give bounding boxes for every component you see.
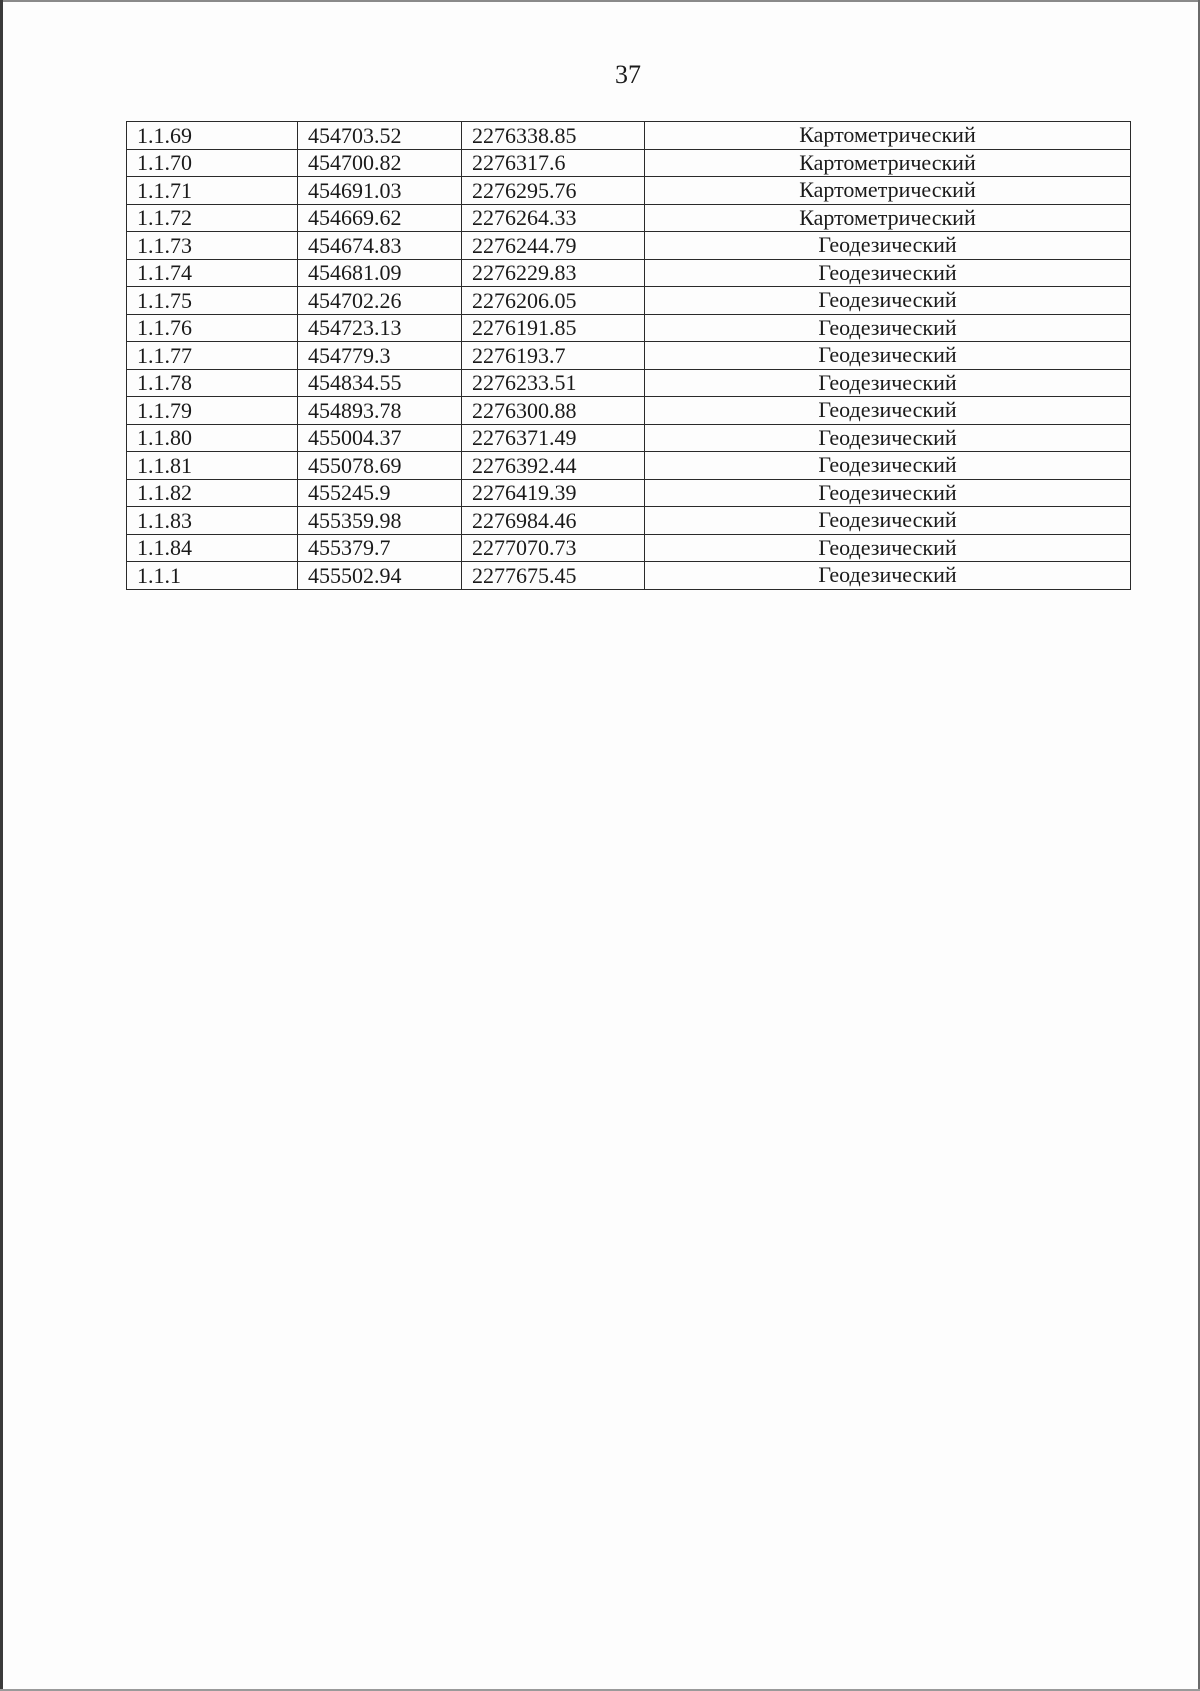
cell-point-number: 1.1.82 bbox=[127, 479, 298, 507]
table-row bbox=[127, 369, 1131, 397]
cell-method: Картометрический bbox=[645, 204, 1131, 232]
cell-point-number: 1.1.73 bbox=[127, 232, 298, 260]
table-row bbox=[127, 397, 1131, 425]
table-row bbox=[127, 259, 1131, 287]
table-row bbox=[127, 424, 1131, 452]
cell-method: Геодезический bbox=[645, 342, 1131, 370]
cell-method: Геодезический bbox=[645, 562, 1131, 590]
cell-y-coordinate: 2276191.85 bbox=[462, 314, 645, 342]
cell-point-number: 1.1.74 bbox=[127, 259, 298, 287]
cell-method: Геодезический bbox=[645, 397, 1131, 425]
cell-x-coordinate: 454702.26 bbox=[298, 287, 462, 315]
cell-y-coordinate: 2276338.85 bbox=[462, 122, 645, 150]
cell-y-coordinate: 2276206.05 bbox=[462, 287, 645, 315]
cell-x-coordinate: 455245.9 bbox=[298, 479, 462, 507]
cell-point-number: 1.1.76 bbox=[127, 314, 298, 342]
cell-y-coordinate: 2276264.33 bbox=[462, 204, 645, 232]
table-row bbox=[127, 177, 1131, 205]
cell-y-coordinate: 2276244.79 bbox=[462, 232, 645, 260]
cell-x-coordinate: 454669.62 bbox=[298, 204, 462, 232]
coordinates-table-body bbox=[127, 122, 1131, 590]
cell-method: Геодезический bbox=[645, 287, 1131, 315]
cell-x-coordinate: 454834.55 bbox=[298, 369, 462, 397]
table-row bbox=[127, 232, 1131, 260]
cell-y-coordinate: 2276295.76 bbox=[462, 177, 645, 205]
page-edge-left bbox=[0, 0, 3, 1691]
cell-x-coordinate: 455359.98 bbox=[298, 507, 462, 535]
cell-y-coordinate: 2276984.46 bbox=[462, 507, 645, 535]
cell-method: Геодезический bbox=[645, 424, 1131, 452]
cell-x-coordinate: 455379.7 bbox=[298, 534, 462, 562]
coordinates-table bbox=[126, 121, 1131, 590]
cell-method: Геодезический bbox=[645, 507, 1131, 535]
cell-point-number: 1.1.70 bbox=[127, 149, 298, 177]
cell-y-coordinate: 2276317.6 bbox=[462, 149, 645, 177]
cell-y-coordinate: 2276233.51 bbox=[462, 369, 645, 397]
page-edge-top bbox=[0, 0, 1200, 2]
cell-point-number: 1.1.84 bbox=[127, 534, 298, 562]
cell-x-coordinate: 454893.78 bbox=[298, 397, 462, 425]
table-row bbox=[127, 314, 1131, 342]
cell-x-coordinate: 455004.37 bbox=[298, 424, 462, 452]
cell-y-coordinate: 2276193.7 bbox=[462, 342, 645, 370]
cell-point-number: 1.1.83 bbox=[127, 507, 298, 535]
cell-y-coordinate: 2276419.39 bbox=[462, 479, 645, 507]
cell-point-number: 1.1.71 bbox=[127, 177, 298, 205]
cell-x-coordinate: 454681.09 bbox=[298, 259, 462, 287]
cell-point-number: 1.1.78 bbox=[127, 369, 298, 397]
table-row bbox=[127, 287, 1131, 315]
table-row bbox=[127, 534, 1131, 562]
cell-point-number: 1.1.81 bbox=[127, 452, 298, 480]
table-row bbox=[127, 452, 1131, 480]
table-row bbox=[127, 122, 1131, 150]
cell-method: Картометрический bbox=[645, 149, 1131, 177]
cell-method: Картометрический bbox=[645, 122, 1131, 150]
cell-y-coordinate: 2276392.44 bbox=[462, 452, 645, 480]
cell-x-coordinate: 454779.3 bbox=[298, 342, 462, 370]
page-number: 37 bbox=[615, 60, 641, 89]
cell-point-number: 1.1.69 bbox=[127, 122, 298, 150]
cell-x-coordinate: 454700.82 bbox=[298, 149, 462, 177]
cell-y-coordinate: 2276229.83 bbox=[462, 259, 645, 287]
cell-point-number: 1.1.1 bbox=[127, 562, 298, 590]
cell-x-coordinate: 454691.03 bbox=[298, 177, 462, 205]
cell-x-coordinate: 455078.69 bbox=[298, 452, 462, 480]
cell-y-coordinate: 2276371.49 bbox=[462, 424, 645, 452]
cell-y-coordinate: 2277675.45 bbox=[462, 562, 645, 590]
cell-method: Геодезический bbox=[645, 314, 1131, 342]
cell-method: Геодезический bbox=[645, 452, 1131, 480]
cell-x-coordinate: 454674.83 bbox=[298, 232, 462, 260]
table-row bbox=[127, 342, 1131, 370]
cell-method: Геодезический bbox=[645, 369, 1131, 397]
cell-y-coordinate: 2276300.88 bbox=[462, 397, 645, 425]
cell-y-coordinate: 2277070.73 bbox=[462, 534, 645, 562]
cell-method: Геодезический bbox=[645, 534, 1131, 562]
table-row bbox=[127, 562, 1131, 590]
cell-method: Геодезический bbox=[645, 232, 1131, 260]
cell-point-number: 1.1.77 bbox=[127, 342, 298, 370]
cell-point-number: 1.1.80 bbox=[127, 424, 298, 452]
cell-method: Геодезический bbox=[645, 479, 1131, 507]
table-row bbox=[127, 507, 1131, 535]
cell-x-coordinate: 455502.94 bbox=[298, 562, 462, 590]
cell-x-coordinate: 454703.52 bbox=[298, 122, 462, 150]
table-row bbox=[127, 149, 1131, 177]
cell-x-coordinate: 454723.13 bbox=[298, 314, 462, 342]
table-row bbox=[127, 479, 1131, 507]
cell-point-number: 1.1.75 bbox=[127, 287, 298, 315]
cell-method: Геодезический bbox=[645, 259, 1131, 287]
cell-method: Картометрический bbox=[645, 177, 1131, 205]
cell-point-number: 1.1.79 bbox=[127, 397, 298, 425]
cell-point-number: 1.1.72 bbox=[127, 204, 298, 232]
table-row bbox=[127, 204, 1131, 232]
